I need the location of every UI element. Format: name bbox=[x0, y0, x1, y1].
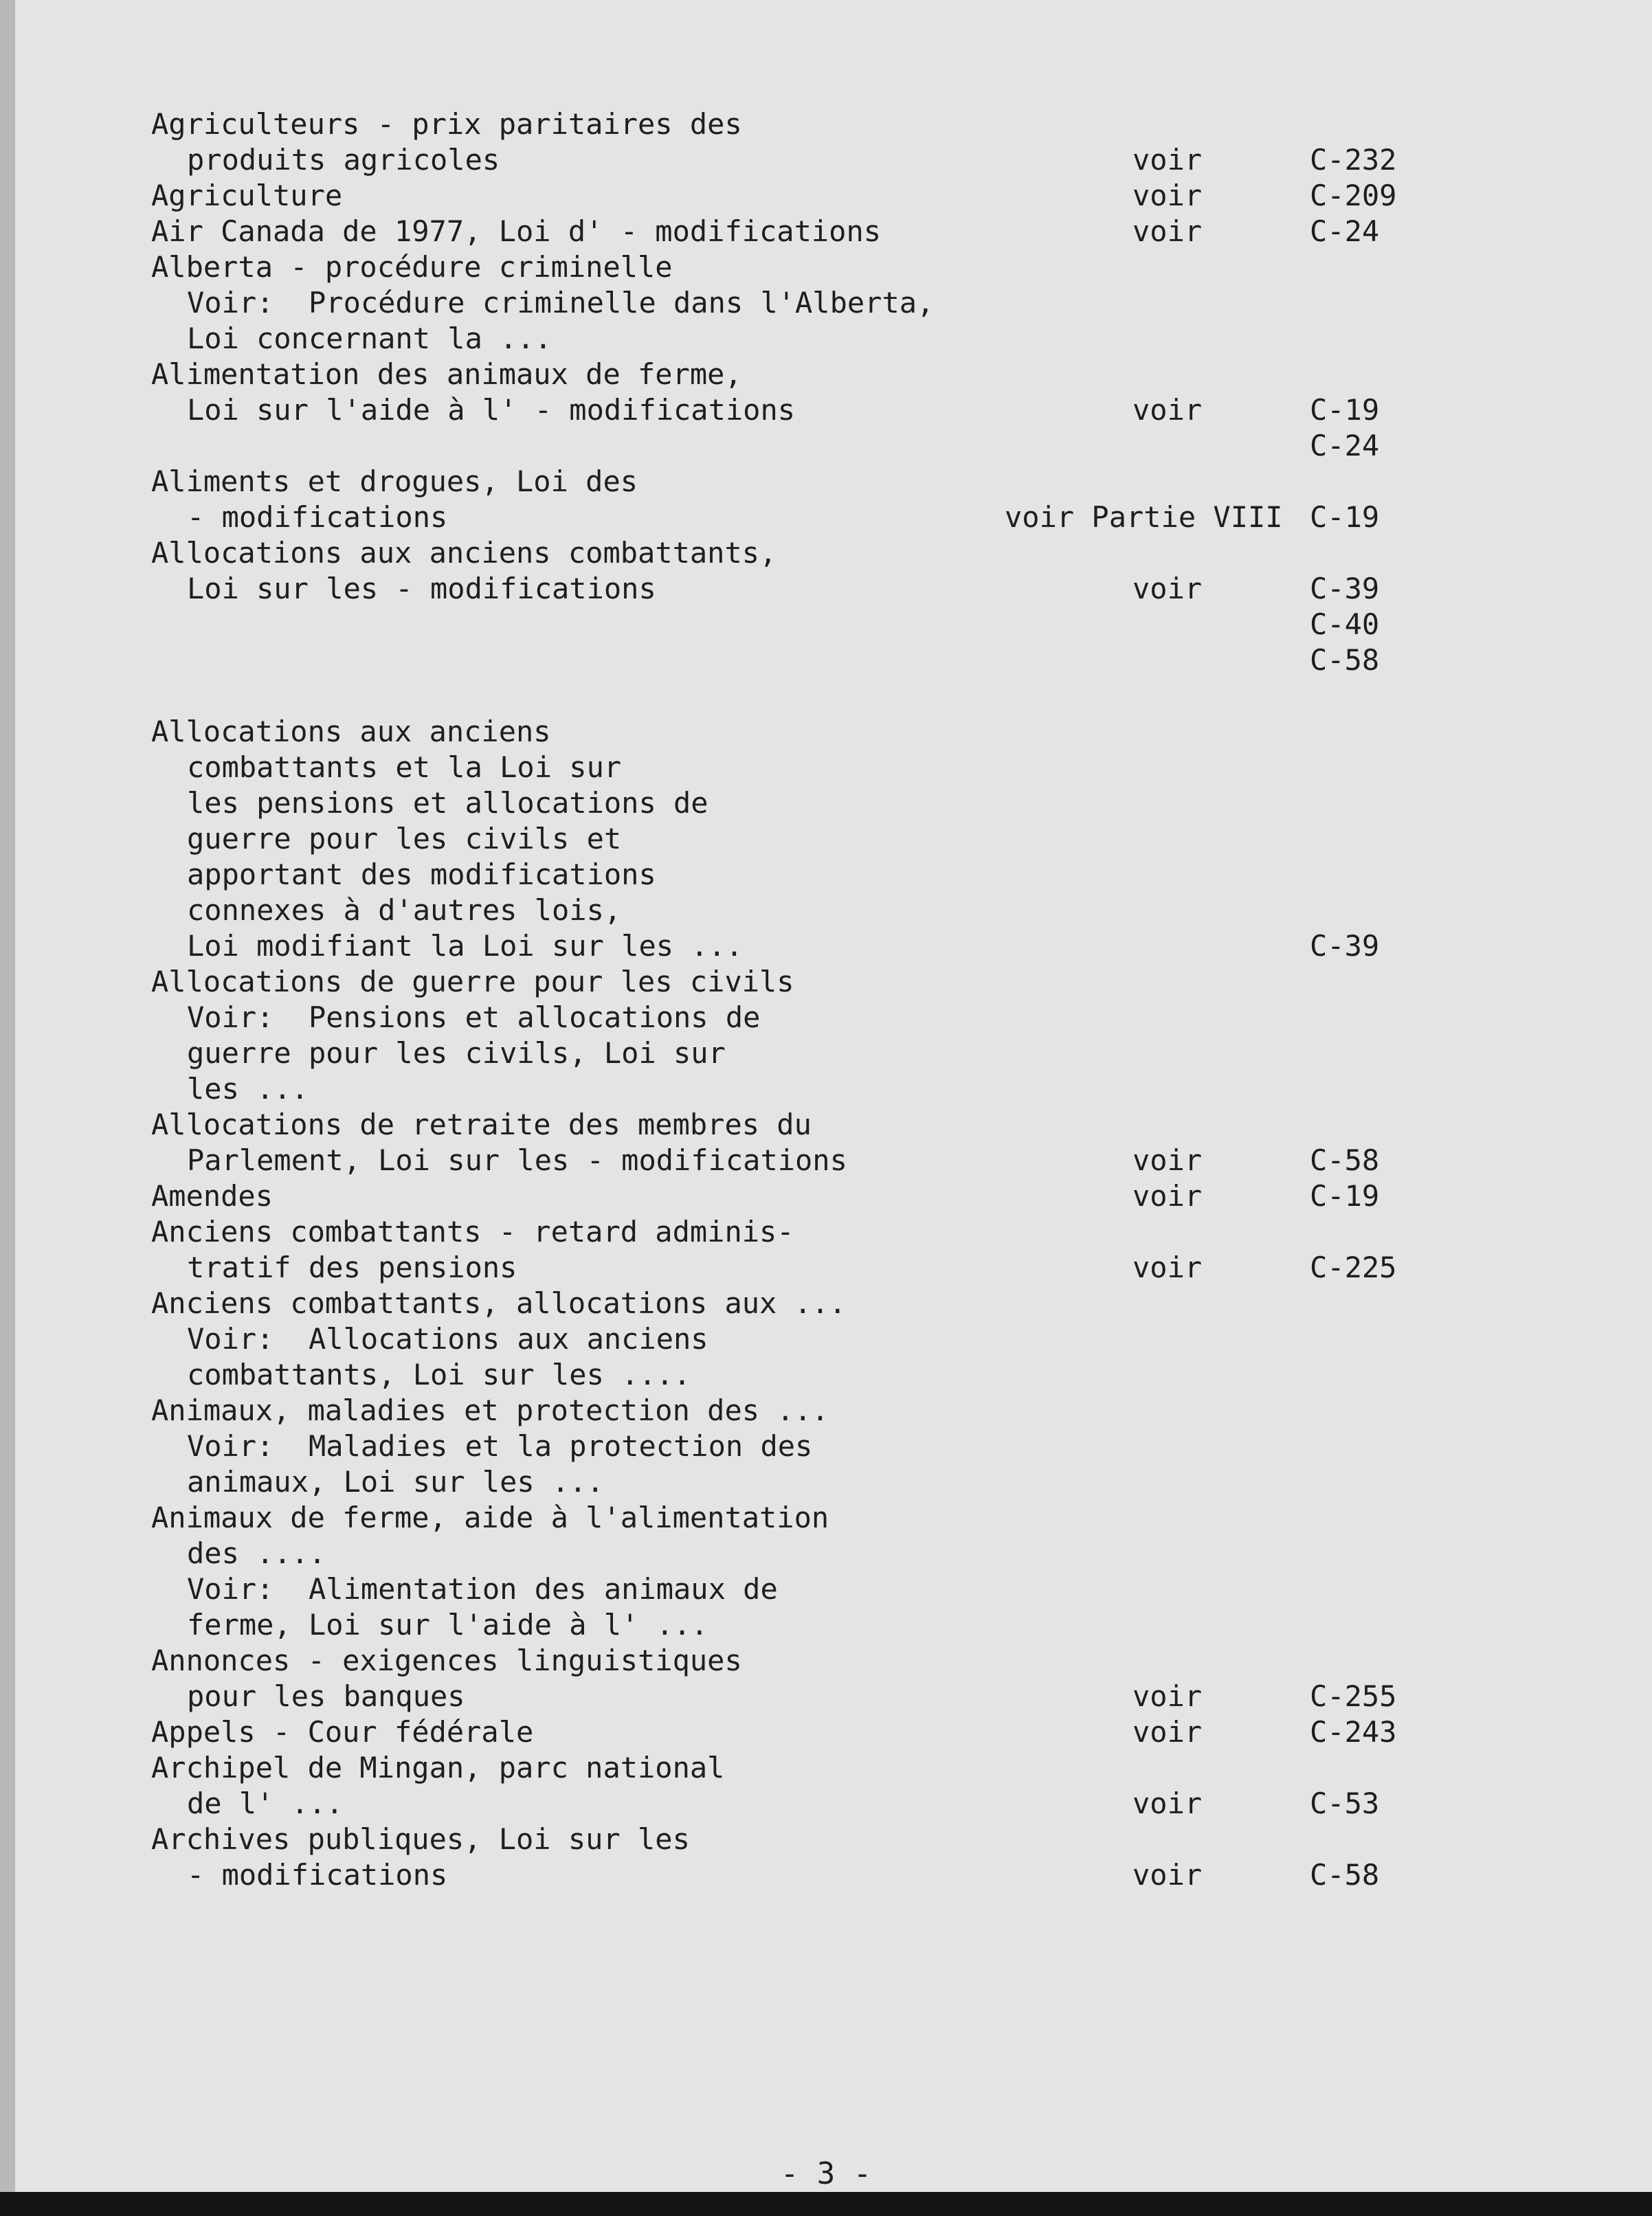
index-entry-text: Anciens combattants, allocations aux ... bbox=[151, 1286, 847, 1320]
scan-bottom-band bbox=[0, 2192, 1652, 2216]
index-entry-text: Loi sur l'aide à l' - modifications bbox=[187, 393, 796, 427]
index-line bbox=[0, 1071, 1652, 1107]
bill-number: C-209 bbox=[1310, 179, 1397, 212]
index-entry-text: Alberta - procédure criminelle bbox=[151, 250, 673, 284]
index-line bbox=[0, 1036, 1652, 1071]
index-entry-text: tratif des pensions bbox=[187, 1251, 517, 1284]
index-line bbox=[0, 500, 1652, 535]
index-line bbox=[0, 1000, 1652, 1036]
bill-number: C-58 bbox=[1310, 643, 1380, 677]
index-line bbox=[0, 357, 1652, 392]
see-reference: voir bbox=[1132, 143, 1203, 177]
index-line bbox=[0, 1571, 1652, 1607]
index-line bbox=[0, 214, 1652, 249]
index-entry-text: les ... bbox=[187, 1072, 309, 1106]
index-entry-text: Agriculteurs - prix paritaires des bbox=[151, 107, 742, 141]
index-entry-text: Loi sur les - modifications bbox=[187, 572, 656, 605]
index-line bbox=[0, 928, 1652, 964]
bill-number: C-39 bbox=[1310, 572, 1380, 605]
index-entry-text: Voir: Procédure criminelle dans l'Alberta, bbox=[187, 286, 935, 320]
index-line bbox=[0, 392, 1652, 428]
index-line bbox=[0, 857, 1652, 893]
index-line bbox=[0, 178, 1652, 214]
index-line bbox=[0, 142, 1652, 178]
index-line bbox=[0, 1857, 1652, 1893]
page-number: - 3 - bbox=[780, 2156, 872, 2191]
index-entry-text: guerre pour les civils, Loi sur bbox=[187, 1036, 726, 1070]
index-line bbox=[0, 249, 1652, 285]
index-entry-text: Allocations de guerre pour les civils bbox=[151, 965, 794, 998]
bill-number: C-225 bbox=[1310, 1251, 1397, 1284]
see-reference: voir Partie VIII bbox=[1005, 500, 1283, 534]
bill-number: C-40 bbox=[1310, 607, 1380, 641]
index-entry-text: produits agricoles bbox=[187, 143, 500, 177]
index-entry-text: Animaux, maladies et protection des ... bbox=[151, 1394, 829, 1427]
bill-number: C-19 bbox=[1310, 500, 1380, 534]
index-line bbox=[0, 1679, 1652, 1714]
see-reference: voir bbox=[1132, 1715, 1203, 1749]
index-line bbox=[0, 1500, 1652, 1536]
index-line bbox=[0, 678, 1652, 714]
index-entry-text: Voir: Pensions et allocations de bbox=[187, 1000, 761, 1034]
index-entry-text: Archives publiques, Loi sur les bbox=[151, 1822, 690, 1856]
index-entry-text: Allocations de retraite des membres du bbox=[151, 1108, 812, 1141]
index-entry-text: apportant des modifications bbox=[187, 858, 656, 891]
bill-number: C-255 bbox=[1310, 1679, 1397, 1713]
index-line bbox=[0, 1214, 1652, 1250]
index-entry-text: combattants, Loi sur les .... bbox=[187, 1358, 691, 1391]
see-reference: voir bbox=[1132, 393, 1203, 427]
index-entry-text: Annonces - exigences linguistiques bbox=[151, 1644, 742, 1677]
bill-number: C-24 bbox=[1310, 429, 1380, 462]
index-line bbox=[0, 571, 1652, 607]
index-entry-text: les pensions et allocations de bbox=[187, 786, 708, 820]
bill-number: C-24 bbox=[1310, 214, 1380, 248]
see-reference: voir bbox=[1132, 1858, 1203, 1892]
index-entry-text: des .... bbox=[187, 1536, 326, 1570]
index-line bbox=[0, 964, 1652, 1000]
index-line bbox=[0, 1429, 1652, 1464]
index-line bbox=[0, 1357, 1652, 1393]
index-line bbox=[0, 535, 1652, 571]
index-line bbox=[0, 1607, 1652, 1643]
index-line bbox=[0, 1643, 1652, 1679]
index-line bbox=[0, 1536, 1652, 1571]
index-entry-text: guerre pour les civils et bbox=[187, 822, 622, 855]
index-entry-text: combattants et la Loi sur bbox=[187, 750, 622, 784]
bill-number: C-19 bbox=[1310, 393, 1380, 427]
see-reference: voir bbox=[1132, 1787, 1203, 1820]
index-entry-text: Parlement, Loi sur les - modifications bbox=[187, 1143, 847, 1177]
see-reference: voir bbox=[1132, 1679, 1203, 1713]
index-entry-text: Agriculture bbox=[151, 179, 343, 212]
bill-number: C-232 bbox=[1310, 143, 1397, 177]
index-entry-text: de l' ... bbox=[187, 1787, 344, 1820]
bill-number: C-53 bbox=[1310, 1787, 1380, 1820]
index-entry-text: animaux, Loi sur les ... bbox=[187, 1465, 604, 1499]
index-line bbox=[0, 107, 1652, 142]
index-entry-text: Alimentation des animaux de ferme, bbox=[151, 357, 742, 391]
index-entry-text: - modifications bbox=[187, 500, 448, 534]
index-entry-text: Air Canada de 1977, Loi d' - modifications bbox=[151, 214, 882, 248]
index-entry-text: Animaux de ferme, aide à l'alimentation bbox=[151, 1501, 829, 1534]
index-entry-text: Voir: Alimentation des animaux de bbox=[187, 1572, 778, 1606]
see-reference: voir bbox=[1132, 572, 1203, 605]
index-entry-text: Loi concernant la ... bbox=[187, 322, 552, 355]
index-line bbox=[0, 1786, 1652, 1822]
index-line bbox=[0, 321, 1652, 357]
index-line bbox=[0, 1250, 1652, 1286]
see-reference: voir bbox=[1132, 214, 1203, 248]
see-reference: voir bbox=[1132, 179, 1203, 212]
index-line bbox=[0, 285, 1652, 321]
bill-number: C-39 bbox=[1310, 929, 1380, 963]
index-entry-text: ferme, Loi sur l'aide à l' ... bbox=[187, 1608, 708, 1642]
see-reference: voir bbox=[1132, 1179, 1203, 1213]
index-line bbox=[0, 464, 1652, 500]
index-line bbox=[0, 750, 1652, 785]
index-entry-text: Allocations aux anciens combattants, bbox=[151, 536, 777, 570]
bill-number: C-58 bbox=[1310, 1858, 1380, 1892]
index-line bbox=[0, 1750, 1652, 1786]
index-line bbox=[0, 821, 1652, 857]
index-line bbox=[0, 714, 1652, 750]
bill-number: C-58 bbox=[1310, 1143, 1380, 1177]
index-line bbox=[0, 1714, 1652, 1750]
index-line bbox=[0, 1143, 1652, 1178]
index-entry-text: Voir: Maladies et la protection des bbox=[187, 1429, 813, 1463]
index-entry-text: connexes à d'autres lois, bbox=[187, 893, 622, 927]
see-reference: voir bbox=[1132, 1251, 1203, 1284]
index-line bbox=[0, 428, 1652, 464]
index-entry-text: - modifications bbox=[187, 1858, 448, 1892]
index-line bbox=[0, 893, 1652, 928]
bill-number: C-19 bbox=[1310, 1179, 1380, 1213]
index-entry-text: Aliments et drogues, Loi des bbox=[151, 465, 638, 498]
index-line bbox=[0, 642, 1652, 678]
index-line bbox=[0, 1464, 1652, 1500]
index-line bbox=[0, 1321, 1652, 1357]
index-entry-text: Appels - Cour fédérale bbox=[151, 1715, 534, 1749]
see-reference: voir bbox=[1132, 1143, 1203, 1177]
index-entry-text: Archipel de Mingan, parc national bbox=[151, 1751, 725, 1784]
index-entry-text: Anciens combattants - retard adminis- bbox=[151, 1215, 794, 1249]
index-line bbox=[0, 1822, 1652, 1857]
index-entry-text: Loi modifiant la Loi sur les ... bbox=[187, 929, 744, 963]
index-line bbox=[0, 1107, 1652, 1143]
index-line bbox=[0, 785, 1652, 821]
index-line bbox=[0, 1178, 1652, 1214]
index-line bbox=[0, 607, 1652, 642]
index-entry-text: pour les banques bbox=[187, 1679, 465, 1713]
index-entry-text: Allocations aux anciens bbox=[151, 715, 551, 748]
bill-number: C-243 bbox=[1310, 1715, 1397, 1749]
index-entry-text: Amendes bbox=[151, 1179, 274, 1213]
index-line bbox=[0, 1393, 1652, 1429]
index-line bbox=[0, 1286, 1652, 1321]
index-entry-text: Voir: Allocations aux anciens bbox=[187, 1322, 708, 1356]
